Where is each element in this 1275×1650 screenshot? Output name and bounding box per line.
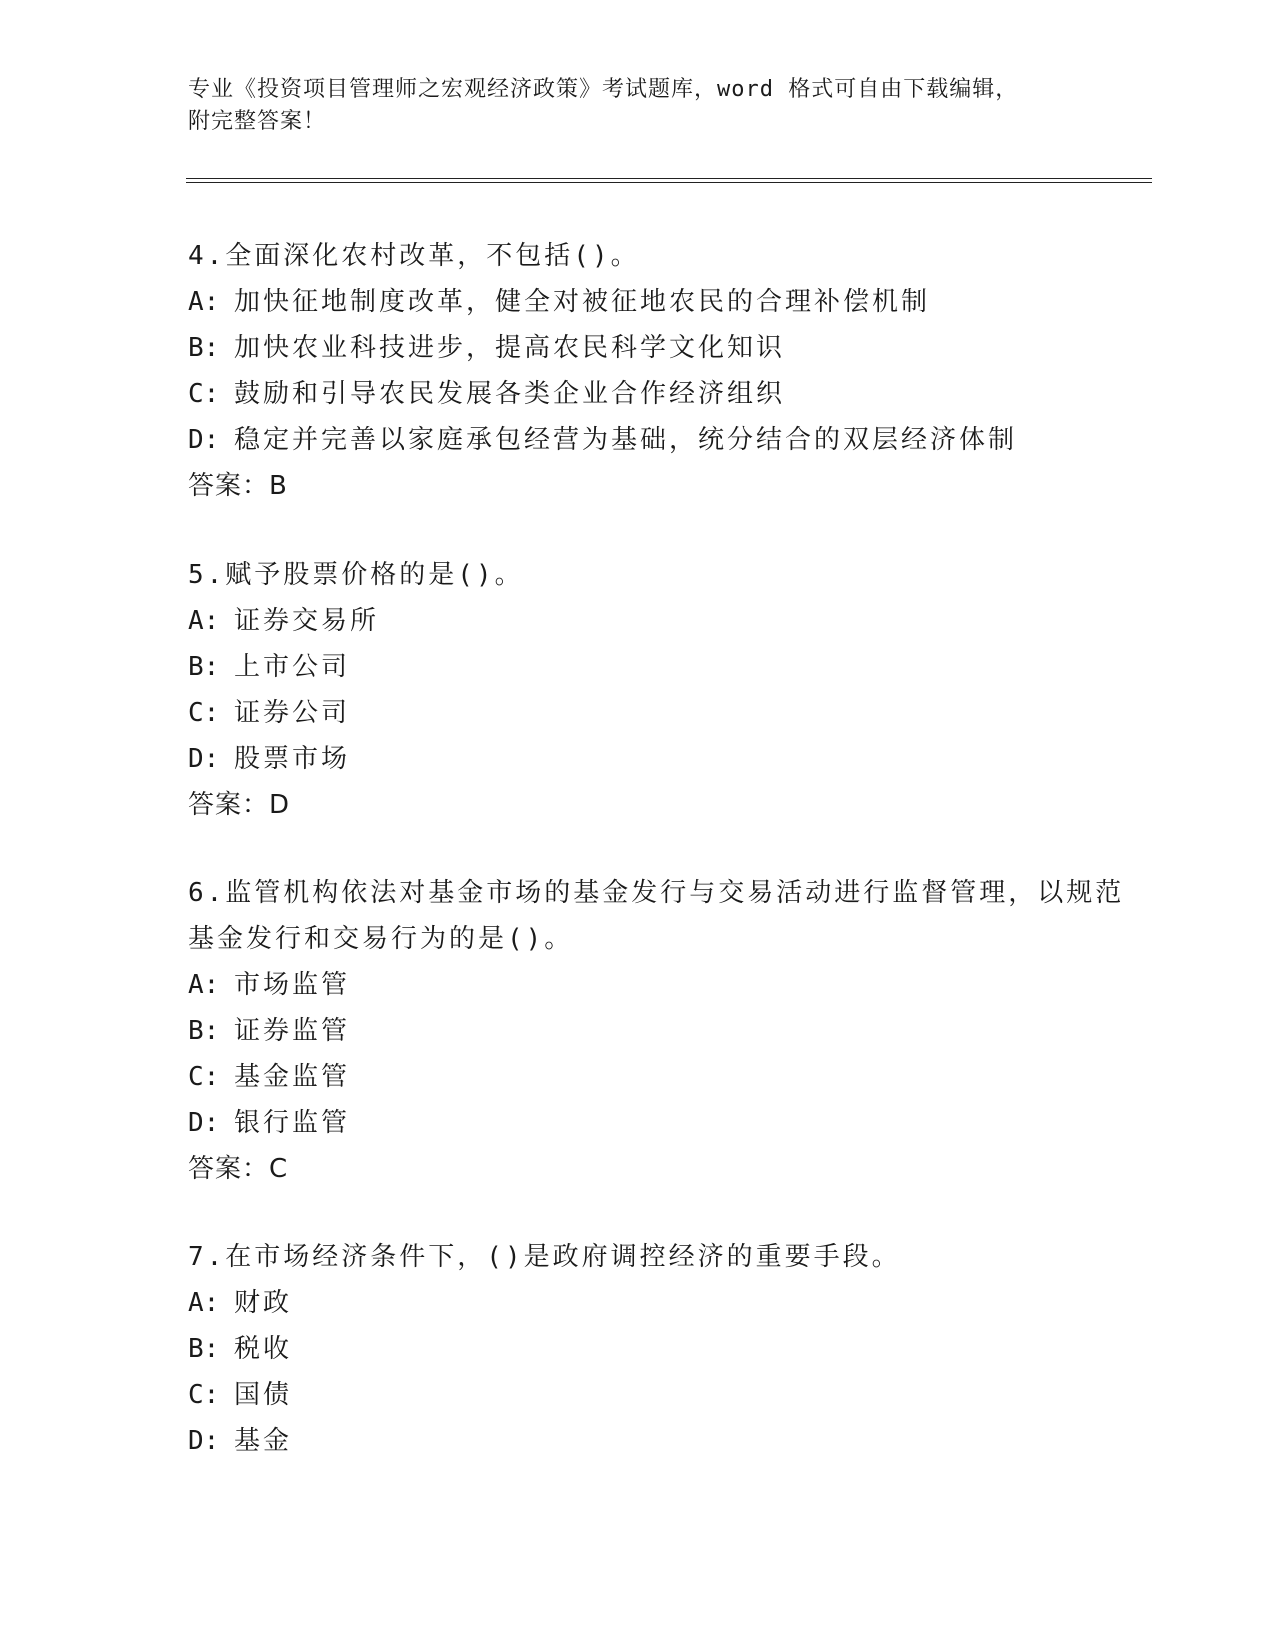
option-letter: A:: [188, 287, 220, 317]
option-c: [188, 1372, 1148, 1418]
question-stem: 4.全面深化农村改革，不包括()。: [188, 241, 640, 271]
option-text: 股票市场: [234, 744, 351, 774]
question-5: [188, 552, 1148, 828]
option-d: [188, 1100, 1148, 1146]
option-text: 证券监管: [234, 1016, 351, 1046]
option-letter: D:: [188, 425, 220, 455]
option-a: [188, 279, 1148, 325]
option-letter: B:: [188, 333, 220, 363]
option-letter: A:: [188, 606, 220, 636]
option-c: [188, 371, 1148, 417]
answer-line: 答案：D: [188, 790, 291, 820]
option-letter: C:: [188, 379, 220, 409]
option-c: [188, 1054, 1148, 1100]
header-divider-top: [186, 178, 1152, 179]
option-d: [188, 417, 1148, 463]
header-divider-bottom: [186, 182, 1152, 183]
answer-line: 答案：C: [188, 1154, 289, 1184]
option-text: 证券公司: [234, 698, 351, 728]
option-d: [188, 1418, 1148, 1464]
option-text: 鼓励和引导农民发展各类企业合作经济组织: [234, 379, 786, 409]
option-a: [188, 962, 1148, 1008]
option-text: 证券交易所: [234, 606, 380, 636]
option-letter: D:: [188, 744, 220, 774]
option-b: [188, 1326, 1148, 1372]
option-text: 基金监管: [234, 1062, 351, 1092]
option-text: 加快征地制度改革，健全对被征地农民的合理补偿机制: [234, 287, 931, 317]
option-letter: D:: [188, 1426, 220, 1456]
question-stem: 7.在市场经济条件下，()是政府调控经济的重要手段。: [188, 1242, 901, 1272]
option-b: [188, 325, 1148, 371]
question-stem: 6.监管机构依法对基金市场的基金发行与交易活动进行监督管理，以规范基金发行和交易行为的是()。: [188, 878, 1125, 954]
option-text: 稳定并完善以家庭承包经营为基础，统分结合的双层经济体制: [234, 425, 1018, 455]
option-letter: D:: [188, 1108, 220, 1138]
option-letter: B:: [188, 1016, 220, 1046]
option-c: [188, 690, 1148, 736]
option-letter: B:: [188, 1334, 220, 1364]
option-letter: A:: [188, 1288, 220, 1318]
option-text: 基金: [234, 1426, 293, 1456]
option-text: 上市公司: [234, 652, 351, 682]
question-stem: 5.赋予股票价格的是()。: [188, 560, 524, 590]
option-letter: B:: [188, 652, 220, 682]
question-7: [188, 1234, 1148, 1464]
option-letter: C:: [188, 1380, 220, 1410]
option-d: [188, 736, 1148, 782]
option-a: [188, 1280, 1148, 1326]
option-letter: C:: [188, 1062, 220, 1092]
option-text: 银行监管: [234, 1108, 351, 1138]
option-a: [188, 598, 1148, 644]
option-b: [188, 1008, 1148, 1054]
option-text: 税收: [234, 1334, 293, 1364]
option-b: [188, 644, 1148, 690]
document-header: 专业《投资项目管理师之宏观经济政策》考试题库，word 格式可自由下载编辑， 附完整答案！: [188, 77, 1019, 134]
question-4: [188, 233, 1148, 509]
option-text: 财政: [234, 1288, 293, 1318]
option-text: 加快农业科技进步，提高农民科学文化知识: [234, 333, 786, 363]
answer-line: 答案：B: [188, 471, 288, 501]
question-6: [188, 870, 1148, 1192]
option-text: 市场监管: [234, 970, 351, 1000]
option-text: 国债: [234, 1380, 293, 1410]
option-letter: C:: [188, 698, 220, 728]
option-letter: A:: [188, 970, 220, 1000]
